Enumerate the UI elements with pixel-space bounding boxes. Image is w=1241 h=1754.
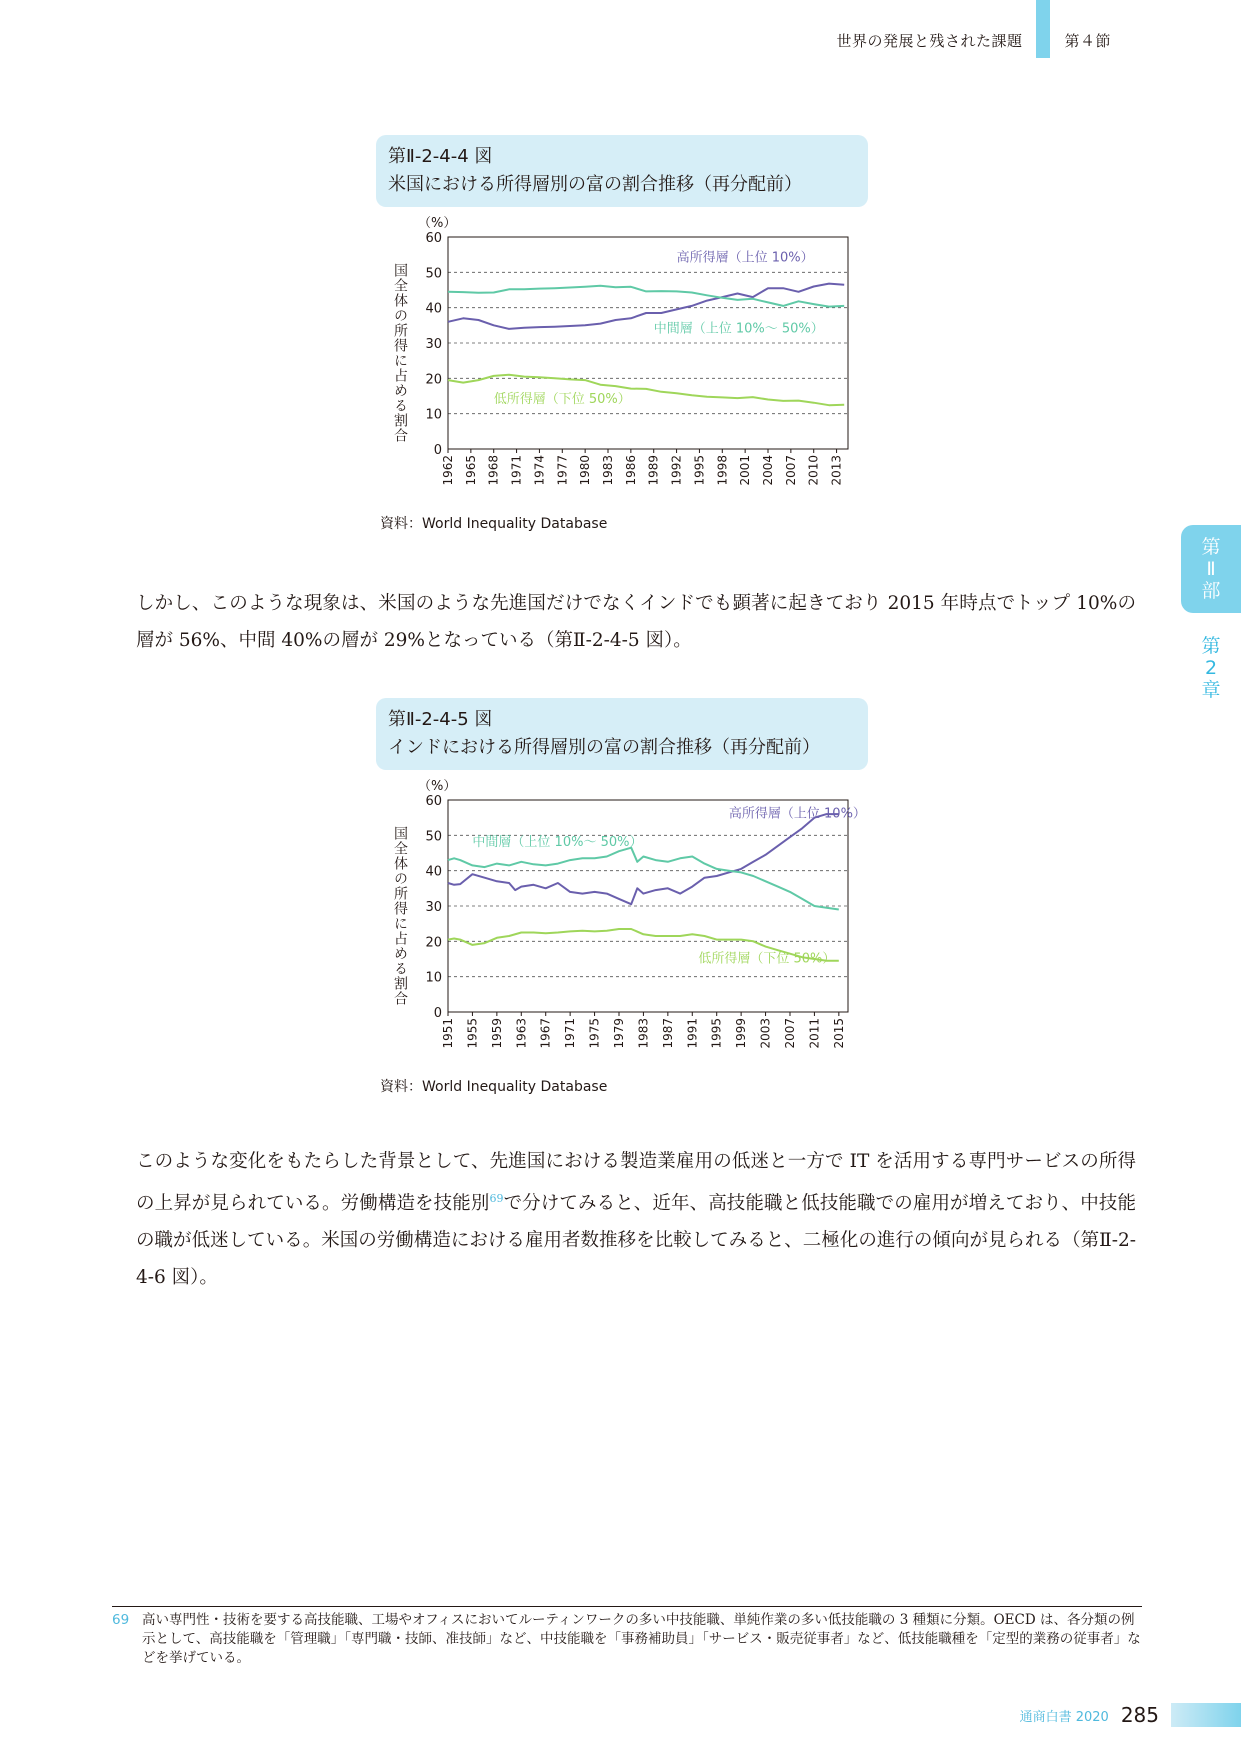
series-line bbox=[448, 814, 839, 904]
figure-source: 資料：World Inequality Database bbox=[380, 516, 608, 532]
y-tick-label: 50 bbox=[425, 829, 442, 845]
page-footer bbox=[1020, 1698, 1241, 1732]
x-tick-label: 1971 bbox=[509, 455, 524, 486]
x-tick-label: 1995 bbox=[709, 1018, 724, 1049]
x-tick-label: 1989 bbox=[646, 455, 661, 486]
section-title: 世界の発展と残された課題 bbox=[836, 32, 1023, 50]
part-tab bbox=[1181, 525, 1241, 613]
figure-title: 米国における所得層別の富の割合推移（再分配前） bbox=[388, 174, 802, 195]
series-line bbox=[448, 848, 839, 910]
series-label: 高所得層（上位 10%） bbox=[728, 806, 866, 822]
x-tick-label: 1951 bbox=[441, 1018, 455, 1049]
chapter-tab-char: 章 bbox=[1201, 679, 1221, 701]
x-tick-label: 1983 bbox=[636, 1018, 651, 1049]
figure-heading bbox=[376, 135, 868, 207]
y-tick-label: 0 bbox=[433, 1006, 442, 1021]
header-accent-bar bbox=[1036, 0, 1050, 58]
page-number: 285 bbox=[1120, 1703, 1159, 1727]
part-tab-char: 部 bbox=[1201, 580, 1221, 602]
x-tick-label: 1974 bbox=[532, 455, 547, 486]
x-tick-label: 1991 bbox=[685, 1018, 700, 1049]
x-tick-label: 1967 bbox=[538, 1018, 553, 1049]
figure-number: 第Ⅱ-2-4-4 図 bbox=[388, 146, 493, 167]
y-tick-label: 60 bbox=[425, 794, 442, 809]
series-label: 中間層（上位 10%～ 50%） bbox=[472, 834, 643, 850]
y-tick-label: 20 bbox=[425, 372, 442, 388]
x-tick-label: 1998 bbox=[715, 455, 730, 486]
x-tick-label: 1977 bbox=[555, 455, 570, 486]
part-tab-char: Ⅱ bbox=[1206, 558, 1216, 580]
footnote-text: 高い専門性・技術を要する高技能職、工場やオフィスにおいてルーティンワークの多い中技能職、単純作業の多い低技能職の 3 種類に分類。OECD は、各分類の例示として、高技能職を「管理職」「専門職・技師、准技師」など、中技能職を「事務補助員」「サービス・販売従事者」など、低技能職種を「定型的業務の従事者」などを挙げている。 bbox=[142, 1612, 1141, 1666]
line-chart-india bbox=[376, 774, 876, 1074]
figure-india bbox=[376, 698, 876, 1096]
x-tick-label: 1959 bbox=[489, 1018, 504, 1049]
footnote bbox=[112, 1606, 1142, 1668]
footer-accent-bar bbox=[1171, 1703, 1241, 1727]
y-unit-label: （%） bbox=[418, 779, 457, 794]
y-tick-label: 20 bbox=[425, 935, 442, 951]
y-axis-title: 国全体の所得に占める割合 bbox=[392, 263, 408, 443]
figure-us bbox=[376, 135, 876, 533]
part-tab-char: 第 bbox=[1201, 536, 1221, 558]
x-tick-label: 1979 bbox=[611, 1018, 626, 1049]
figure-number: 第Ⅱ-2-4-5 図 bbox=[388, 709, 493, 730]
y-tick-label: 0 bbox=[433, 443, 442, 458]
x-tick-label: 1995 bbox=[692, 455, 707, 486]
x-tick-label: 1987 bbox=[660, 1018, 675, 1049]
y-tick-label: 40 bbox=[425, 864, 442, 880]
y-tick-label: 60 bbox=[425, 231, 442, 246]
body-paragraph bbox=[136, 585, 1136, 659]
chapter-tab-char: 第 bbox=[1201, 635, 1221, 657]
chapter-tab bbox=[1181, 628, 1241, 708]
y-unit-label: （%） bbox=[418, 216, 457, 231]
x-tick-label: 2001 bbox=[738, 455, 753, 486]
y-tick-label: 30 bbox=[425, 900, 442, 915]
x-tick-label: 2003 bbox=[758, 1018, 773, 1049]
y-tick-label: 10 bbox=[425, 970, 442, 986]
series-label: 中間層（上位 10%～ 50%） bbox=[653, 321, 824, 337]
series-label: 高所得層（上位 10%） bbox=[676, 250, 814, 266]
chapter-tab-char: 2 bbox=[1204, 657, 1218, 679]
x-tick-label: 2010 bbox=[806, 455, 821, 486]
y-tick-label: 50 bbox=[425, 266, 442, 282]
y-axis-title: 国全体の所得に占める割合 bbox=[392, 826, 408, 1006]
y-tick-label: 10 bbox=[425, 407, 442, 423]
body-paragraph bbox=[136, 1143, 1136, 1296]
x-tick-label: 1986 bbox=[623, 455, 638, 486]
x-tick-label: 2004 bbox=[761, 455, 775, 486]
x-tick-label: 1963 bbox=[514, 1018, 529, 1049]
publication-name: 通商白書 2020 bbox=[1019, 1709, 1109, 1725]
x-tick-label: 1983 bbox=[601, 455, 615, 486]
paragraph-text: このような変化をもたらした背景として、先進国における製造業雇用の低迷と一方で IT を活用する専門サービスの所得の上昇が見られている。労働構造を技能別 bbox=[136, 1151, 1136, 1215]
x-tick-label: 2013 bbox=[829, 455, 844, 486]
series-label: 低所得層（下位 50%） bbox=[493, 392, 631, 408]
x-tick-label: 1975 bbox=[587, 1018, 602, 1049]
x-tick-label: 2015 bbox=[831, 1018, 846, 1049]
section-number: 第４節 bbox=[1064, 32, 1111, 50]
y-tick-label: 30 bbox=[425, 337, 442, 352]
x-tick-label: 1968 bbox=[486, 455, 501, 486]
x-tick-label: 2007 bbox=[783, 455, 798, 486]
figure-heading bbox=[376, 698, 868, 770]
y-tick-label: 40 bbox=[425, 301, 442, 317]
footnote-ref[interactable]: 69 bbox=[489, 1192, 504, 1205]
x-tick-label: 2011 bbox=[807, 1018, 822, 1049]
line-chart-us bbox=[376, 211, 876, 511]
x-tick-label: 1999 bbox=[734, 1018, 749, 1049]
figure-source: 資料：World Inequality Database bbox=[380, 1079, 608, 1095]
x-tick-label: 1971 bbox=[563, 1018, 578, 1049]
x-tick-label: 1955 bbox=[465, 1018, 480, 1049]
x-tick-label: 1965 bbox=[463, 455, 478, 486]
running-header bbox=[836, 0, 1111, 58]
x-tick-label: 1992 bbox=[669, 455, 684, 486]
x-tick-label: 1980 bbox=[578, 455, 593, 486]
footnote-number: 69 bbox=[112, 1612, 130, 1628]
x-tick-label: 1962 bbox=[441, 455, 455, 486]
paragraph-text: しかし、このような現象は、米国のような先進国だけでなくインドでも顕著に起きており 2015 年時点でトップ 10%の層が 56%、中間 40%の層が 29%となっている（第Ⅱ-2-4-5 図）。 bbox=[136, 593, 1136, 651]
series-label: 低所得層（下位 50%） bbox=[698, 951, 836, 967]
figure-title: インドにおける所得層別の富の割合推移（再分配前） bbox=[388, 737, 820, 758]
paragraph-text: で分けてみると、近年、高技能職と低技能職での雇用が増えており、中技能の職が低迷している。米国の労働構造における雇用者数推移を比較してみると、二極化の進行の傾向が見られる（第Ⅱ-2-4-6 図）。 bbox=[136, 1193, 1136, 1289]
x-tick-label: 2007 bbox=[782, 1018, 797, 1049]
